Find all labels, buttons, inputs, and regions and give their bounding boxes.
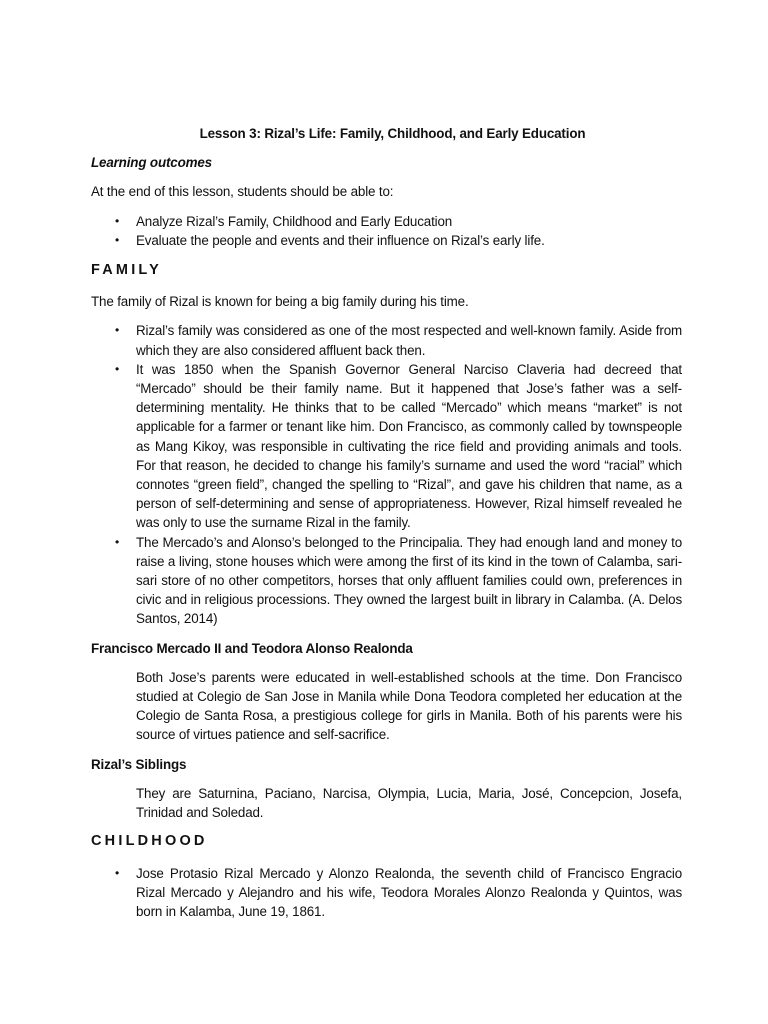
list-item	[91, 533, 682, 629]
list-item	[91, 231, 682, 250]
list-item-text: The Mercado’s and Alonso’s belonged to the Principalia. They had enough land and money to raise a living, stone houses which were among the first of its kind in the town of Calamba, sari-sari store of no other competitors, horses that only affluent families could own, preferences in civic and in religious processions. They owned the largest built in library in Calamba. (A. Delos Santos, 2014)	[136, 534, 682, 627]
list-item	[91, 212, 682, 231]
bullet-icon: •	[115, 534, 120, 549]
list-item	[91, 360, 682, 533]
list-item	[91, 321, 682, 359]
family-intro: The family of Rizal is known for being a big family during his time.	[91, 294, 469, 310]
learning-outcomes-heading: Learning outcomes	[91, 155, 212, 171]
bullet-icon: •	[115, 213, 120, 228]
list-item-text: Analyze Rizal’s Family, Childhood and Early Education	[136, 213, 453, 229]
list-item	[91, 864, 682, 922]
learning-outcomes-list	[91, 212, 682, 250]
bullet-icon: •	[115, 232, 120, 247]
list-item-text: Evaluate the people and events and their influence on Rizal’s early life.	[136, 232, 545, 248]
bullet-icon: •	[115, 323, 120, 338]
parents-text: Both Jose’s parents were educated in well-established schools at the time. Don Francisco studied at Colegio de San Jose in Manila while Dona Teodora completed her education at the Colegio de Santa Rosa, a prestigious college for girls in Manila. Both of his parents were his source of virtues patience and self-sacrifice.	[136, 669, 682, 743]
siblings-text: They are Saturnina, Paciano, Narcisa, Olympia, Lucia, Maria, José, Concepcion, Josefa, Trinidad and Soledad.	[136, 785, 682, 821]
lesson-title: Lesson 3: Rizal’s Life: Family, Childhood, and Early Education	[199, 126, 586, 141]
parents-heading: Francisco Mercado II and Teodora Alonso Realonda	[91, 640, 413, 656]
family-list	[91, 321, 682, 628]
bullet-icon: •	[115, 361, 120, 376]
childhood-heading: CHILDHOOD	[91, 833, 208, 850]
childhood-list	[91, 864, 682, 922]
siblings-heading: Rizal’s Siblings	[91, 756, 187, 772]
list-item-text: Rizal’s family was considered as one of the most respected and well-known family. Aside from which they are also considered affluent back then.	[136, 323, 682, 358]
bullet-icon: •	[115, 865, 120, 880]
list-item-text: Jose Protasio Rizal Mercado y Alonzo Realonda, the seventh child of Francisco Engracio Rizal Mercado y Alejandro and his wife, Teodora Morales Alonzo Realonda y Quintos, was born in Kalamba, June 19, 1861.	[136, 865, 682, 919]
family-heading: FAMILY	[91, 262, 163, 279]
list-item-text: It was 1850 when the Spanish Governor General Narciso Claveria had decreed that “Mercado” should be their family name. But it happened that Jose’s father was a self-determining mentality. He thinks that to be called “Mercado” which means “market” is not applicable for a farmer or tenant like him. Don Francisco, as commonly called by townspeople as Mang Kikoy, was responsible in cultivating the rice field and providing animals and tools. For that reason, he decided to change his family’s surname and used the word “racial” which connotes “green field”, changed the spelling to “Rizal”, and gave his children that name, as a person of self-determining and sense of appropriateness. However, Rizal himself revealed he was only to use the surname Rizal in the family.	[136, 361, 682, 531]
learning-outcomes-intro: At the end of this lesson, students should be able to:	[91, 184, 394, 200]
